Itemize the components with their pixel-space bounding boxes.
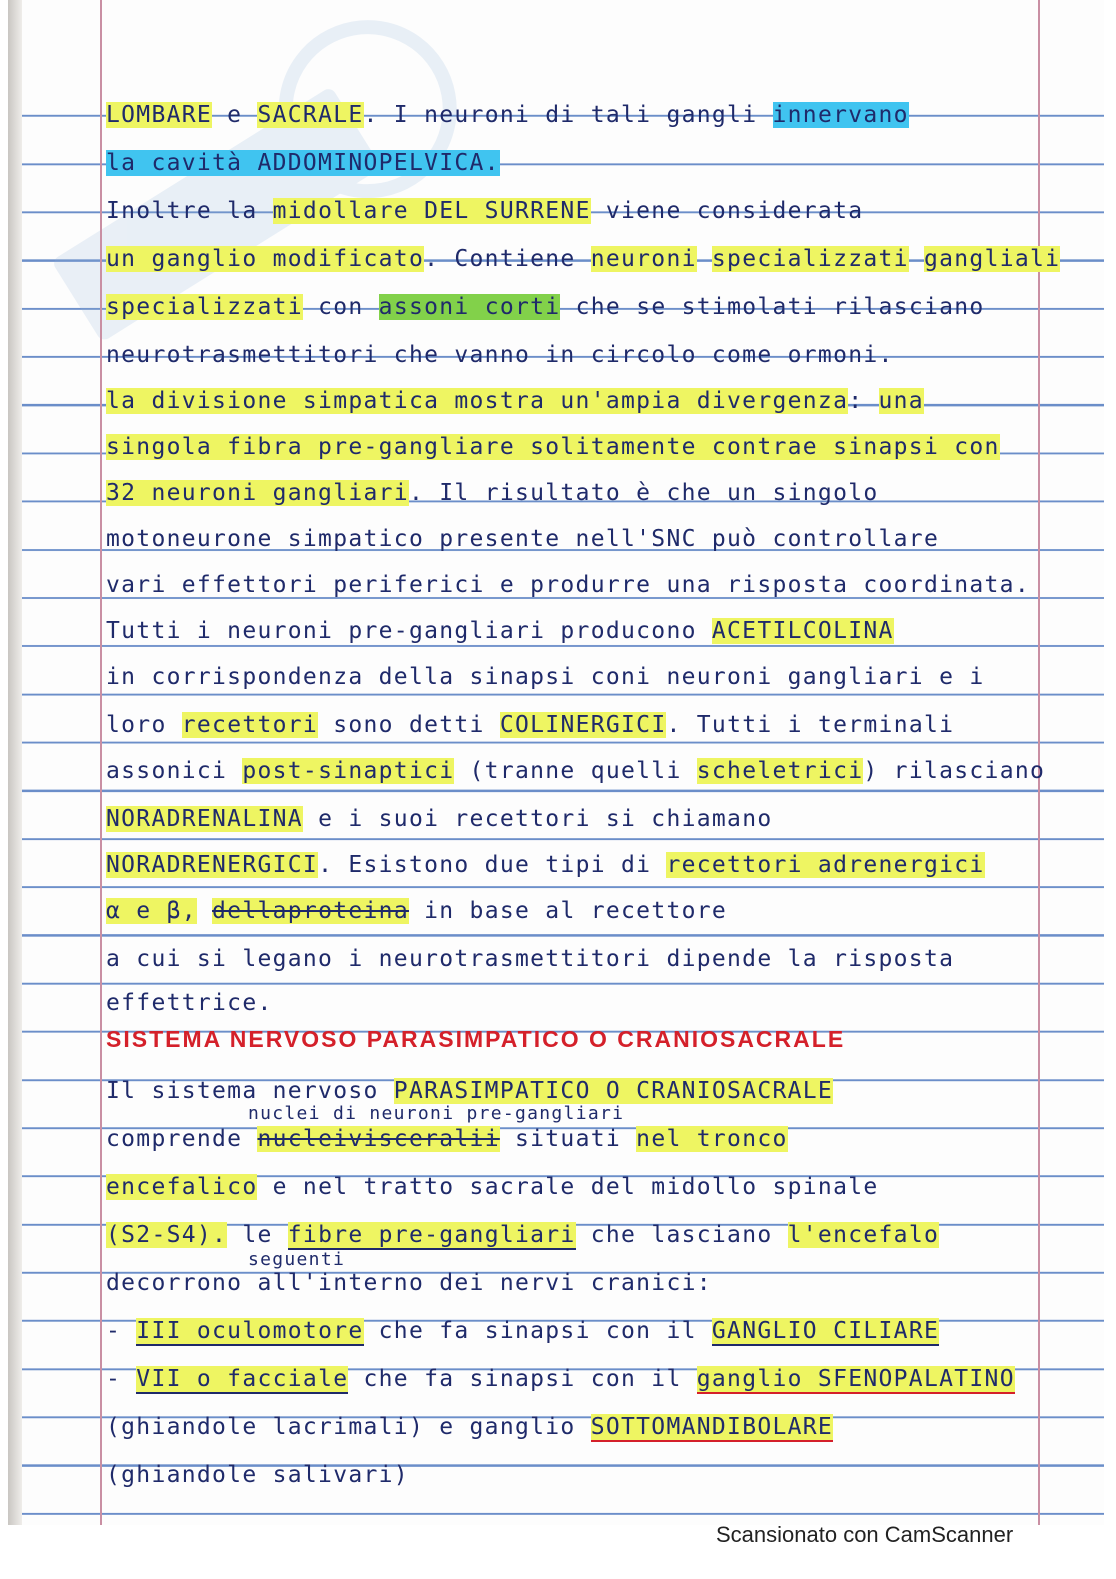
highlighted-text: PARASIMPATICO O CRANIOSACRALE (393, 1078, 834, 1104)
highlighted-text: recettori adrenergici (666, 852, 985, 878)
highlighted-text: 32 neuroni gangliari (106, 480, 409, 506)
note-text: (tranne quelli (454, 758, 697, 784)
note-line (106, 100, 1066, 130)
highlighted-text: fibre pre-gangliari (287, 1222, 576, 1248)
note-text: che fa sinapsi con il (348, 1366, 697, 1392)
note-text: . Il risultato è che un singolo (408, 480, 879, 506)
note-text: in base al recettore (408, 898, 728, 924)
note-line (106, 292, 1066, 322)
highlighted-text: nucleivisceralii (257, 1126, 500, 1152)
note-text: Inoltre la (106, 198, 273, 224)
note-text: nuclei di neuroni pre-gangliari (248, 1103, 625, 1124)
scanner-footer: Scansionato con CamScanner (716, 1522, 1014, 1547)
note-text: Il sistema nervoso (106, 1078, 394, 1104)
highlighted-text: post-sinaptici (242, 758, 455, 784)
highlighted-text: scheletrici (696, 758, 864, 784)
highlighted-text: innervano (772, 102, 909, 128)
highlighted-text: ganglio SFENOPALATINO (696, 1366, 1015, 1392)
notebook-page (8, 0, 1104, 1525)
note-text: a cui si legano i neurotrasmettitori dipende la risposta (106, 946, 955, 972)
note-text: in corrispondenza della sinapsi coni neuroni gangliari e i (106, 664, 985, 690)
highlighted-text: recettori (181, 712, 319, 738)
highlighted-text: LOMBARE (106, 102, 213, 128)
note-text: . Contiene (424, 246, 591, 272)
note-line (106, 244, 1066, 274)
note-line (106, 944, 1066, 974)
highlighted-text: GANGLIO CILIARE (711, 1318, 940, 1344)
highlighted-text: nel tronco (636, 1126, 788, 1152)
note-line (248, 1104, 1104, 1124)
note-line (106, 662, 1066, 692)
note-text: e nel tratto sacrale del midollo spinale (257, 1174, 879, 1200)
note-line (106, 196, 1066, 226)
highlighted-text: un ganglio modificato (106, 246, 425, 272)
note-line (106, 148, 1066, 178)
note-line (106, 386, 1066, 416)
highlighted-text: III oculomotore (136, 1318, 364, 1344)
highlighted-text: gangliali (923, 246, 1061, 272)
note-line (106, 1412, 1066, 1442)
note-text: decorrono all'interno dei nervi cranici: (106, 1270, 712, 1296)
note-text: le (227, 1222, 288, 1248)
note-line (106, 432, 1066, 462)
note-line (106, 850, 1066, 880)
note-text (697, 246, 712, 272)
section-heading: SISTEMA NERVOSO PARASIMPATICO O CRANIOSACRALE (106, 1026, 846, 1052)
note-line (106, 1220, 1066, 1250)
note-text: che lasciano (575, 1222, 788, 1248)
highlighted-text: assoni corti (378, 294, 561, 320)
note-text: . Tutti i terminali (666, 712, 955, 738)
note-text: con (302, 294, 379, 320)
highlighted-text: α e β, (106, 898, 197, 924)
highlighted-text: encefalico (106, 1174, 258, 1200)
note-line (106, 478, 1066, 508)
note-text: effettrice. (106, 990, 273, 1016)
note-text: seguenti (248, 1249, 346, 1270)
highlighted-text: dellaproteina (212, 898, 409, 924)
note-text: neurotrasmettitori che vanno in circolo come ormoni. (106, 342, 894, 368)
note-text: sono detti (318, 712, 500, 738)
note-text: comprende (106, 1126, 258, 1152)
note-text: : (848, 388, 879, 414)
note-line (106, 896, 1066, 926)
highlighted-text: la divisione simpatica mostra un'ampia divergenza (106, 388, 849, 414)
note-text: loro (106, 712, 182, 738)
note-line (106, 1268, 1066, 1298)
note-text: motoneurone simpatico presente nell'SNC può controllare (106, 526, 940, 552)
highlighted-text: midollare DEL SURRENE (272, 198, 591, 224)
highlighted-text: NORADRENALINA (106, 806, 303, 832)
note-text: assonici (106, 758, 243, 784)
note-text: viene considerata (590, 198, 864, 224)
note-text: . I neuroni di tali gangli (363, 102, 773, 128)
note-line (106, 1124, 1066, 1154)
highlighted-text: specializzati (711, 246, 909, 272)
highlighted-text: VII o facciale (136, 1366, 349, 1392)
note-line (106, 1364, 1066, 1394)
note-line (106, 524, 1066, 554)
note-text: vari effettori periferici e produrre una risposta coordinata. (106, 572, 1030, 598)
highlighted-text: (S2-S4). (106, 1222, 228, 1248)
note-line (106, 340, 1066, 370)
note-text: che fa sinapsi con il (363, 1318, 712, 1344)
highlighted-text: SACRALE (257, 102, 364, 128)
highlighted-text: la cavità ADDOMINOPELVICA. (106, 150, 500, 176)
highlighted-text: neuroni (590, 246, 697, 272)
note-text (197, 898, 212, 924)
note-text: che se stimolati rilasciano (560, 294, 985, 320)
note-text: situati (499, 1126, 637, 1152)
note-text: ) rilasciano (863, 758, 1046, 784)
note-line (106, 1172, 1066, 1202)
highlighted-text: ACETILCOLINA (711, 618, 894, 644)
note-line (106, 1460, 1066, 1490)
highlighted-text: NORADRENERGICI (106, 852, 319, 878)
note-text: (ghiandole lacrimali) e ganglio (106, 1414, 591, 1440)
note-text (909, 246, 924, 272)
note-line (248, 1250, 1104, 1270)
note-line (106, 710, 1066, 740)
note-text: e (212, 102, 258, 128)
highlighted-text: SOTTOMANDIBOLARE (590, 1414, 834, 1440)
note-line (106, 988, 1066, 1018)
note-text: . Esistono due tipi di (318, 852, 667, 878)
note-line (106, 570, 1066, 600)
note-line (106, 756, 1066, 786)
highlighted-text: specializzati (106, 294, 303, 320)
note-text: - (106, 1318, 137, 1344)
highlighted-text: l'encefalo (787, 1222, 940, 1248)
note-text: - (106, 1366, 137, 1392)
highlighted-text: singola fibra pre-gangliare solitamente contrae sinapsi con (106, 434, 1000, 460)
note-line (106, 1076, 1066, 1106)
highlighted-text: una (878, 388, 924, 414)
note-line (106, 616, 1066, 646)
note-text: e i suoi recettori si chiamano (302, 806, 773, 832)
note-line (106, 1316, 1066, 1346)
note-text: (ghiandole salivari) (106, 1462, 409, 1488)
highlighted-text: COLINERGICI (499, 712, 667, 738)
note-line (106, 804, 1066, 834)
note-text: Tutti i neuroni pre-gangliari producono (106, 618, 712, 644)
handwritten-notes (8, 0, 1104, 1525)
